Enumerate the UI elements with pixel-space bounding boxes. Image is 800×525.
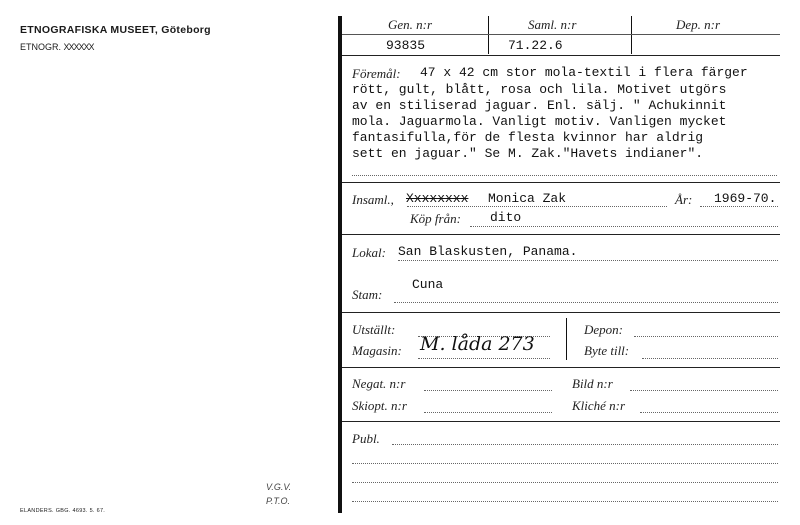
- gen-value: 93835: [386, 38, 426, 53]
- insaml-dotted-line: [407, 206, 667, 207]
- printer-imprint: ELANDERS. GBG. 4693. 5. 67.: [20, 508, 106, 514]
- foremal-line-2: rött, gult, blått, rosa och lila. Motivet utgörs: [352, 82, 727, 97]
- skiopt-dotted-line: [424, 412, 552, 413]
- department-crossed: XXXXXX: [63, 42, 94, 52]
- saml-value: 71.22.6: [508, 38, 563, 53]
- skiopt-label: Skiopt. n:r: [352, 398, 407, 413]
- department-prefix: ETNOGR.: [20, 42, 62, 52]
- negat-label: Negat. n:r: [352, 376, 406, 391]
- storage-divider: [566, 318, 567, 360]
- lokal-bottom-rule: [342, 312, 780, 313]
- institution-name: ETNOGRAFISKA MUSEET, Göteborg: [20, 24, 211, 36]
- depon-label: Depon:: [584, 322, 623, 337]
- publ-label: Publ.: [352, 431, 380, 446]
- magasin-handwritten: M. låda 273: [420, 333, 535, 355]
- foremal-line-3: av en stiliserad jaguar. Enl. sälj. " Achukinnit: [352, 98, 727, 113]
- stam-value: Cuna: [412, 277, 444, 292]
- depon-dotted-line: [634, 336, 778, 337]
- pto-mark: P.T.O.: [266, 496, 291, 506]
- lokal-value: San Blaskusten, Panama.: [398, 244, 578, 259]
- header-sub-rule: [342, 34, 780, 35]
- foremal-line-4: mola. Jaguarmola. Vanligt motiv. Vanligen mycket: [352, 114, 727, 129]
- photo-bottom-rule: [342, 421, 780, 422]
- foremal-line-6: sett en jaguar." Se M. Zak."Havets indianer".: [352, 146, 704, 161]
- insaml-value: Monica Zak: [488, 191, 567, 206]
- publ-dotted-line-1: [392, 444, 778, 445]
- department-line: [20, 42, 94, 52]
- publ-dotted-line-2: [352, 463, 778, 464]
- utstallt-label: Utställt:: [352, 322, 396, 337]
- card-left-rule: [338, 16, 342, 513]
- ar-dotted-line: [700, 206, 778, 207]
- ar-label: År:: [675, 192, 693, 207]
- byte-dotted-line: [642, 358, 778, 359]
- stam-dotted-line: [394, 302, 778, 303]
- negat-dotted-line: [424, 390, 552, 391]
- cliche-dotted-line: [640, 412, 778, 413]
- magasin-label: Magasin:: [352, 343, 402, 358]
- kop-label: Köp från:: [410, 211, 461, 226]
- foremal-bottom-rule: [342, 182, 780, 183]
- publ-dotted-line-4: [352, 501, 778, 502]
- storage-bottom-rule: [342, 367, 780, 368]
- header-bottom-rule: [342, 55, 780, 56]
- kop-dotted-line: [470, 226, 778, 227]
- gen-label: Gen. n:r: [388, 17, 433, 32]
- bild-dotted-line: [630, 390, 778, 391]
- lokal-dotted-line: [398, 260, 778, 261]
- header-divider-2: [631, 16, 632, 54]
- foremal-dotted-line: [352, 175, 777, 176]
- saml-label: Saml. n:r: [528, 17, 577, 32]
- stam-label: Stam:: [352, 287, 383, 302]
- byte-label: Byte till:: [584, 343, 630, 358]
- insaml-crossed: Xxxxxxxx: [406, 191, 469, 206]
- publ-dotted-line-3: [352, 482, 778, 483]
- dep-label: Dep. n:r: [676, 17, 721, 32]
- magasin-dotted-line: [418, 358, 550, 359]
- header-divider-1: [488, 16, 489, 54]
- insaml-bottom-rule: [342, 234, 780, 235]
- kop-value: dito: [490, 210, 522, 225]
- ar-value: 1969-70.: [714, 191, 777, 206]
- foremal-label: Föremål:: [352, 66, 401, 81]
- vgv-mark: V.G.V.: [266, 482, 292, 492]
- foremal-line-5: fantasifulla,för de flesta kvinnor har aldrig: [352, 130, 704, 145]
- foremal-line-1: 47 x 42 cm stor mola-textil i flera färger: [420, 65, 748, 80]
- insaml-label: Insaml.,: [352, 192, 394, 207]
- bild-label: Bild n:r: [572, 376, 613, 391]
- cliche-label: Kliché n:r: [572, 398, 626, 413]
- lokal-label: Lokal:: [352, 245, 386, 260]
